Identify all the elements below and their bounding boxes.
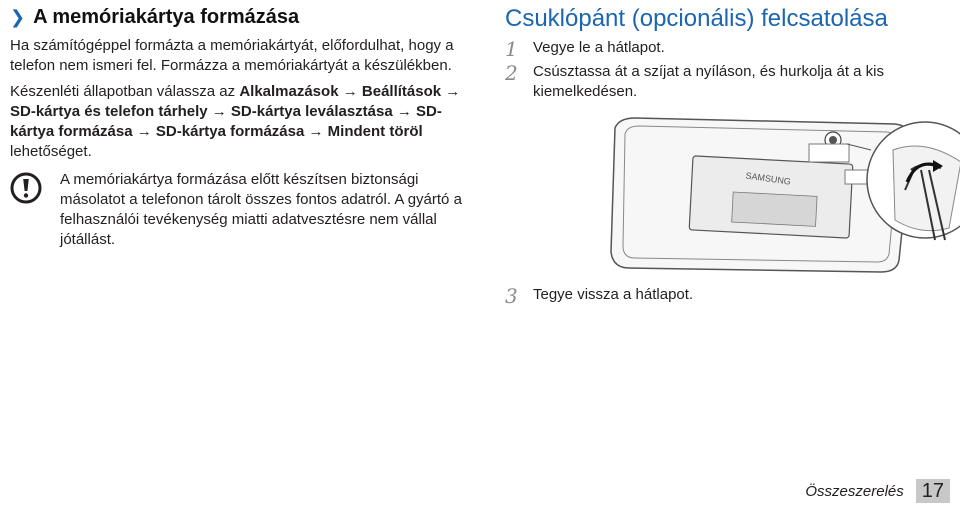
instruction-prefix: Készenléti állapotban válassza az xyxy=(10,83,236,100)
arrow-icon: → xyxy=(342,83,358,100)
page-number: 17 xyxy=(916,479,950,503)
step-number: 2 xyxy=(505,61,518,85)
step-number: 3 xyxy=(505,284,518,308)
footer-section-label: Összeszerelés xyxy=(805,482,904,500)
arrow-icon: → xyxy=(308,123,324,140)
instruction-paragraph xyxy=(10,82,480,162)
step-text: Tegye vissza a hátlapot. xyxy=(533,286,694,303)
section-title-format xyxy=(10,4,480,30)
path-item-apps: Alkalmazások xyxy=(239,83,339,100)
path-item-format-sd: SD-kártya formázása xyxy=(10,103,442,140)
step-text: Csúsztassa át a szíjat a nyíláson, és hurkolja át a kis kiemelkedésen. xyxy=(533,63,884,100)
warning-icon xyxy=(10,172,42,204)
left-column xyxy=(10,4,480,250)
step-item xyxy=(505,285,950,307)
path-item-format-sd-confirm: SD-kártya formázása xyxy=(155,123,305,140)
step-item xyxy=(505,62,950,102)
page-footer xyxy=(805,479,950,503)
section-title-strap: Csuklópánt (opcionális) felcsatolása xyxy=(505,5,888,32)
illustration-brand-text: SAMSUNG xyxy=(744,170,792,187)
phone-strap-illustration xyxy=(595,110,960,275)
arrow-icon: → xyxy=(211,103,227,120)
warning-text: A memóriakártya formázása előtt készítsen biztonsági másolatot a telefonon tárolt összes fontos adatról. A gyártó a felhasználói tevékenység miatti adatvesztésre nem vállal jótállást. xyxy=(60,171,462,248)
step-text: Vegye le a hátlapot. xyxy=(533,39,665,56)
path-item-erase-all: Mindent töröl xyxy=(327,123,423,140)
arrow-icon: → xyxy=(136,123,152,140)
step-list xyxy=(505,38,950,307)
section-title-text: A memóriakártya formázása xyxy=(33,6,300,28)
arrow-icon: → xyxy=(396,103,412,120)
path-item-sd-storage: SD-kártya és telefon tárhely xyxy=(10,103,208,120)
chevron-right-icon: ❯ xyxy=(10,7,26,27)
step-item xyxy=(505,38,950,60)
warning-note xyxy=(10,170,480,250)
intro-paragraph: Ha számítógéppel formázta a memóriakártyát, előfordulhat, hogy a telefon nem ismeri fel. Formázza a memóriakártyát a készülékben. xyxy=(10,37,454,74)
path-item-unmount-sd: SD-kártya leválasztása xyxy=(230,103,393,120)
path-item-settings: Beállítások xyxy=(361,83,442,100)
right-column xyxy=(505,4,950,307)
arrow-icon: → xyxy=(445,83,461,100)
instruction-suffix: lehetőséget. xyxy=(10,143,92,160)
step-number: 1 xyxy=(505,37,518,61)
